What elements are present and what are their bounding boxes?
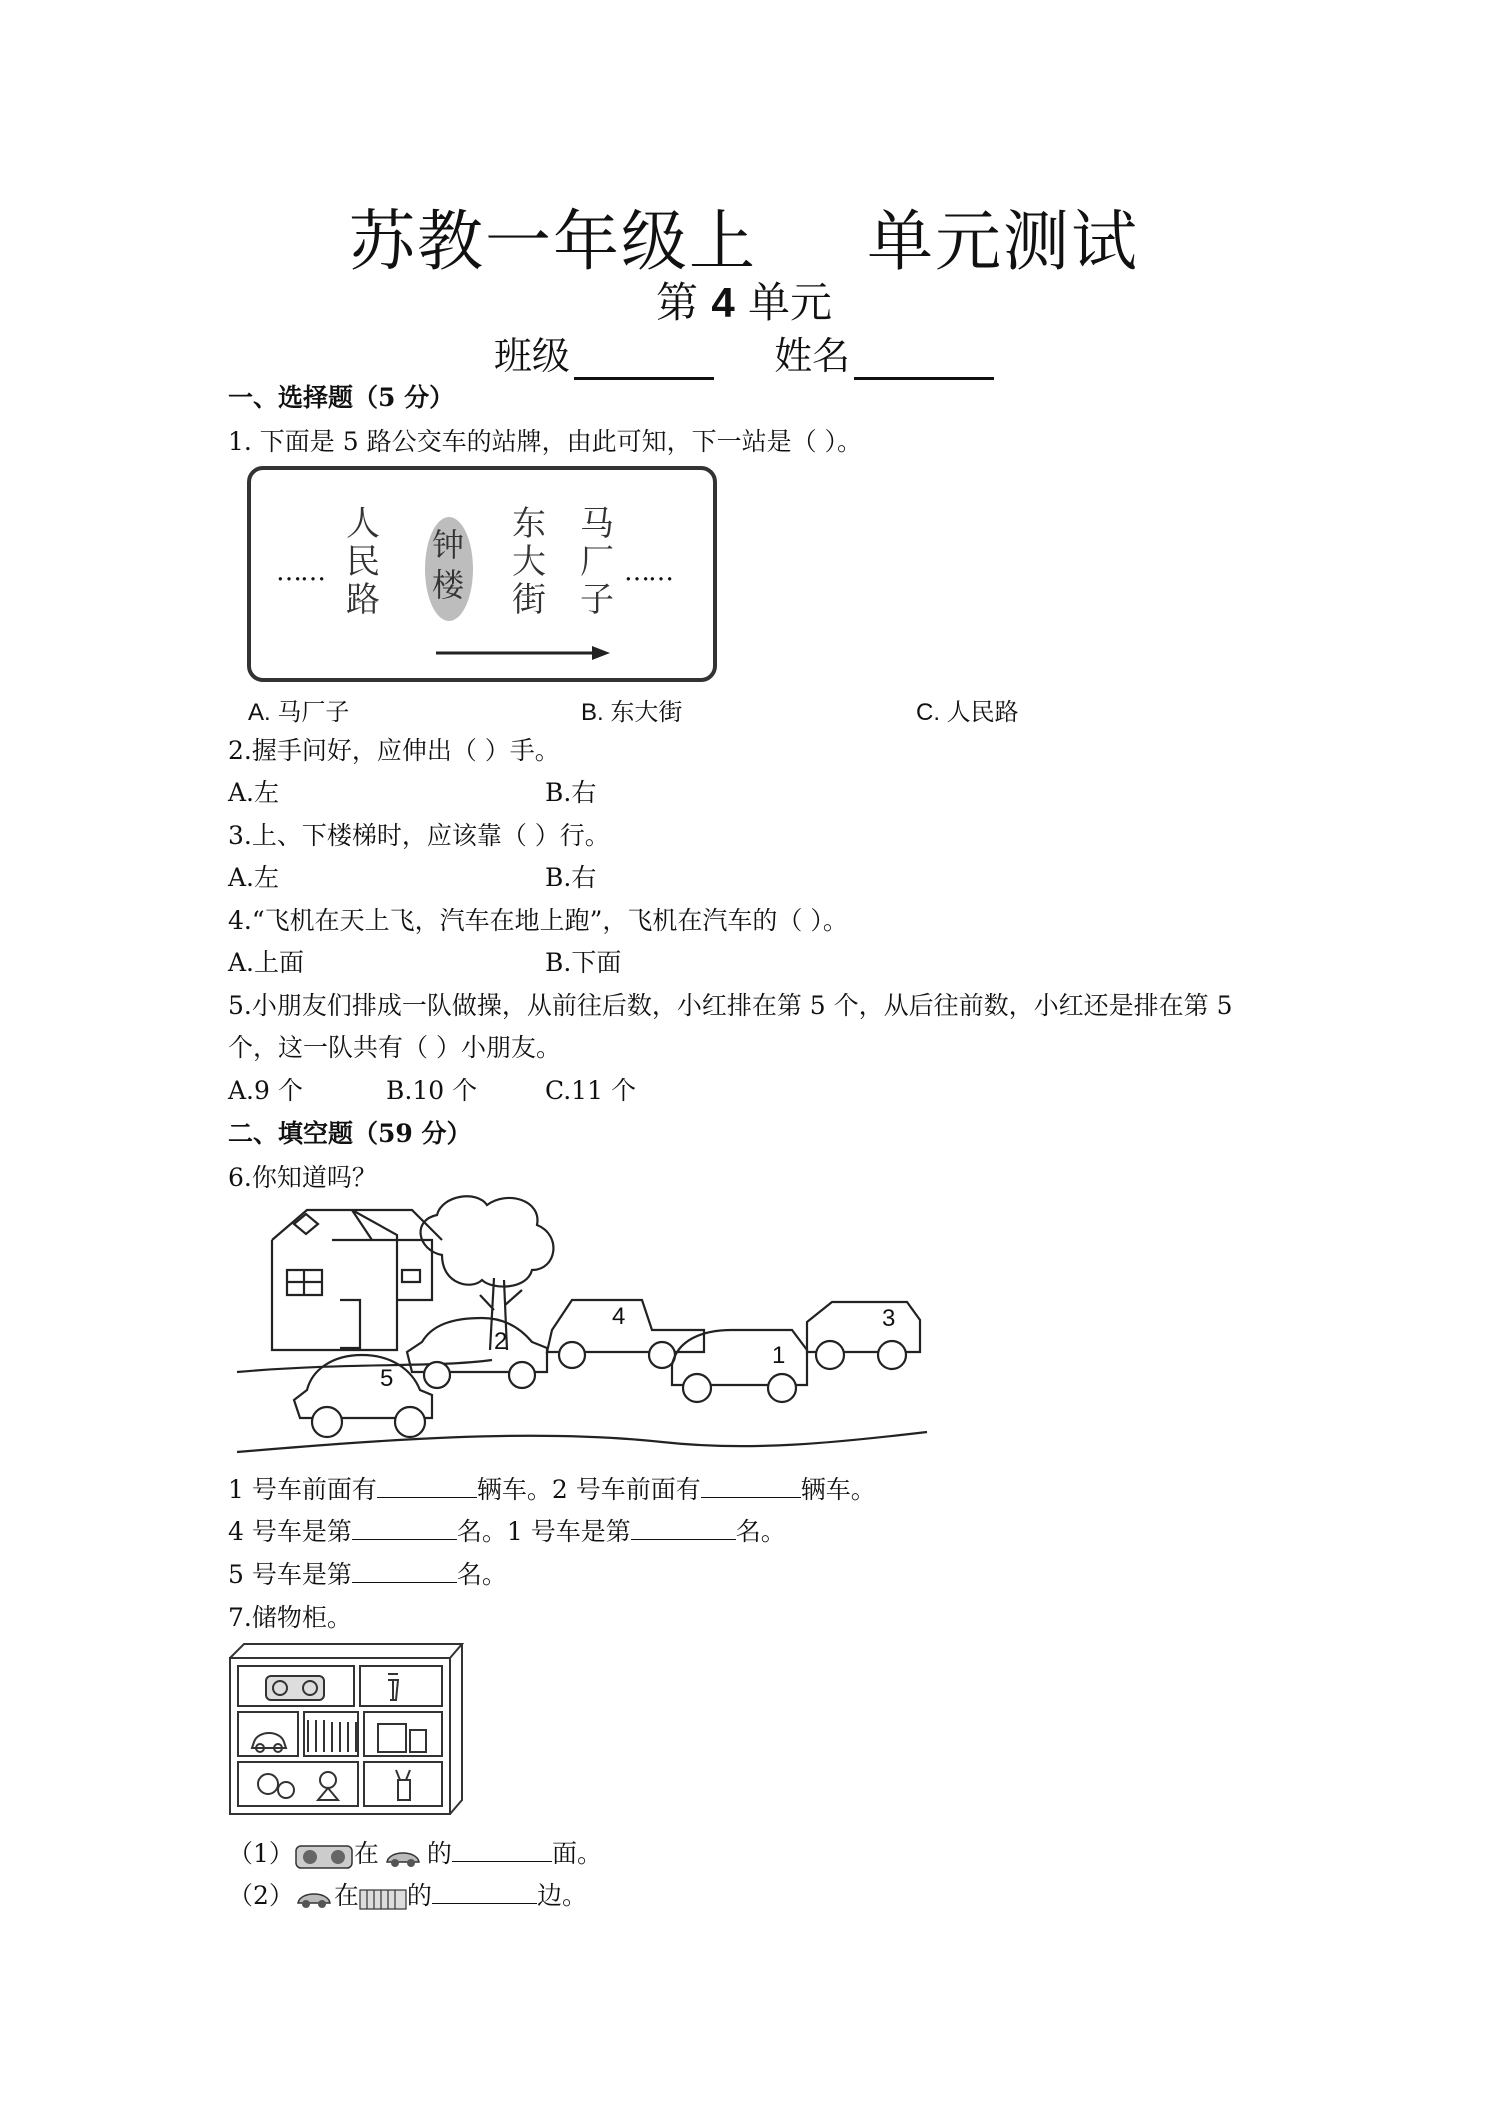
cars-scene [232,1190,932,1460]
q6-blank-5[interactable] [352,1560,457,1583]
q5-option-a[interactable]: A.9 个 [228,1076,303,1105]
q6-text-1c: 辆车。 [800,1475,876,1504]
q6-text-3a: 5 号车是第 [228,1560,352,1589]
q6-text-1b: 辆车。2 号车前面有 [476,1475,701,1504]
q6-blank-4[interactable] [631,1517,736,1540]
car-1 [672,1330,807,1402]
q4-option-b[interactable]: B.下面 [545,948,622,977]
toy-car-icon [294,1885,334,1911]
q7-sub2-text-end: 边。 [536,1881,587,1910]
storage-cabinet-drawing [228,1640,464,1816]
q7-sub1-text-de: 的 [426,1839,452,1868]
q7-sub2-label: （2） [228,1881,294,1910]
toy-car-icon [383,1842,423,1870]
title-left: 苏教一年级上 [349,203,757,280]
sign-left-dots: …… [276,557,324,587]
plant-drawing [388,1674,398,1700]
q6-text-2b: 名。1 号车是第 [456,1517,631,1546]
tree-crown [421,1196,554,1286]
q7-sub2-text-de: 的 [406,1881,432,1910]
q6-blank-3[interactable] [352,1517,457,1540]
q6-text-3b: 名。 [456,1560,507,1589]
q5-option-c[interactable]: C.11 个 [545,1076,636,1105]
name-blank[interactable] [854,343,994,380]
q5-option-b[interactable]: B.10 个 [386,1076,478,1105]
q6-line-3 [228,1555,507,1591]
toy-drawing [318,1772,338,1800]
radio-icon [294,1842,354,1870]
q7-sub1-label: （1） [228,1839,294,1868]
subtitle-number: 4 [711,279,735,326]
page-title [0,188,1488,283]
q6-blank-1[interactable] [377,1475,477,1498]
q6-text-2a: 4 号车是第 [228,1517,352,1546]
question-5-line2: 个，这一队共有（ ）小朋友。 [228,1033,561,1062]
question-3: 3.上、下楼梯时，应该靠（ ）行。 [228,821,610,850]
storage-cabinet [228,1640,464,1816]
sign-right-dots: …… [624,557,672,587]
class-blank[interactable] [574,343,714,380]
stop-machangzi: 马厂子 [580,504,614,620]
car-3 [807,1302,920,1369]
books-drawing [308,1720,356,1752]
car-number-4: 4 [612,1303,626,1330]
name-label: 姓名 [774,334,851,378]
q6-text-1a: 1 号车前面有 [228,1475,377,1504]
q1-option-a[interactable]: A. 马厂子 [248,699,350,726]
stop-zhonglou-current: 钟楼 [432,526,465,604]
q2-option-a[interactable]: A.左 [228,778,280,807]
stop-renminlu: 人民路 [346,504,380,620]
q3-option-b[interactable]: B.右 [545,863,597,892]
car-number-5: 5 [380,1365,394,1392]
unit-subtitle [0,270,1488,330]
class-label: 班级 [493,334,570,378]
q6-line-2 [228,1512,786,1548]
q3-option-a[interactable]: A.左 [228,863,280,892]
q2-option-b[interactable]: B.右 [545,778,597,807]
question-7: 7.储物柜。 [228,1603,352,1632]
car-number-1: 1 [772,1342,786,1369]
car-4 [547,1300,704,1368]
books-icon [359,1886,407,1910]
question-1: 1. 下面是 5 路公交车的站牌，由此可知，下一站是（ ）。 [228,427,863,456]
q7-sub1-text-end: 面。 [551,1839,602,1868]
student-info-line [0,325,1488,380]
q7-sub1-text-zai: 在 [353,1839,379,1868]
subtitle-prefix: 第 [655,278,698,327]
section1-heading: 一、选择题（5 分） [228,383,455,412]
pen-holder-drawing [396,1770,410,1800]
radio-drawing [266,1676,324,1700]
title-right: 单元测试 [867,203,1139,280]
car-number-3: 3 [882,1305,896,1332]
q7-blank-1[interactable] [452,1839,552,1862]
q1-option-b[interactable]: B. 东大街 [581,699,683,726]
question-6: 6.你知道吗？ [228,1163,377,1192]
car-number-2: 2 [494,1328,508,1355]
bus-stop-sign [246,465,718,683]
q6-text-2c: 名。 [735,1517,786,1546]
q6-line-1 [228,1470,876,1506]
q7-sub2-text-zai: 在 [333,1881,359,1910]
question-4: 4.“飞机在天上飞，汽车在地上跑”，飞机在汽车的（ ）。 [228,906,848,935]
q7-sub2 [228,1876,587,1912]
section2-heading: 二、填空题（59 分） [228,1119,472,1148]
q7-sub1 [228,1834,602,1870]
house [272,1210,442,1350]
stop-dongdajie: 东大街 [512,504,546,620]
car-2 [407,1318,547,1388]
question-5-line1: 5.小朋友们排成一队做操，从前往后数，小红排在第 5 个，从后往前数，小红还是排在第 5 [228,991,1233,1020]
teddy-drawing [258,1774,294,1798]
q1-option-c[interactable]: C. 人民路 [916,699,1019,726]
q6-blank-2[interactable] [701,1475,801,1498]
q7-blank-2[interactable] [432,1881,537,1904]
subtitle-suffix: 单元 [748,278,833,327]
cars-scene-drawing [232,1190,932,1460]
q4-option-a[interactable]: A.上面 [228,948,305,977]
question-2: 2.握手问好，应伸出（ ）手。 [228,736,560,765]
toy-car-drawing [252,1733,286,1752]
